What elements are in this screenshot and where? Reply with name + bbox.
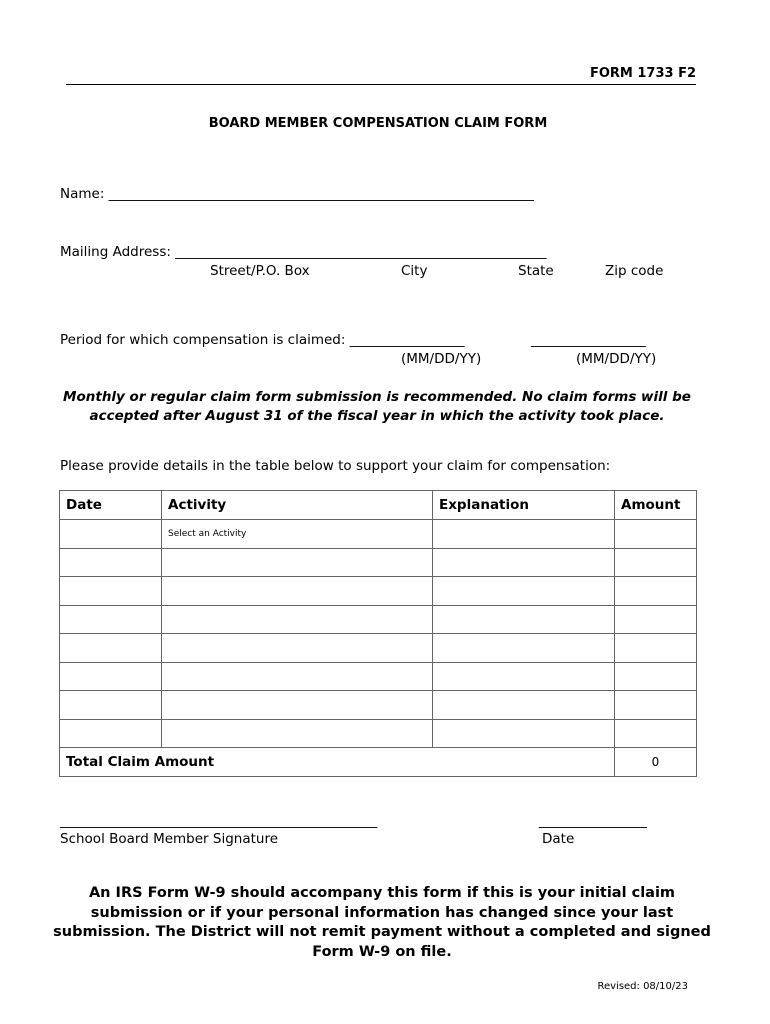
table-row [60, 719, 697, 748]
activity-select[interactable]: Select an Activity [162, 520, 433, 549]
header-activity: Activity [162, 491, 433, 520]
table-row [60, 548, 697, 577]
table-row [60, 691, 697, 720]
name-field[interactable]: Name: _______________________________________________________________ [60, 186, 534, 202]
date-cell[interactable] [60, 634, 162, 663]
activity-cell[interactable] [162, 577, 433, 606]
amount-cell[interactable] [615, 719, 697, 748]
activity-cell[interactable] [162, 662, 433, 691]
amount-cell[interactable] [615, 662, 697, 691]
table-row [60, 520, 697, 549]
explanation-cell[interactable] [433, 634, 615, 663]
header-rule [66, 84, 696, 85]
city-label: City [401, 263, 428, 279]
state-label: State [518, 263, 554, 279]
header-amount: Amount [615, 491, 697, 520]
form-number: FORM 1733 F2 [589, 66, 696, 81]
explanation-cell[interactable] [433, 662, 615, 691]
street-label: Street/P.O. Box [210, 263, 310, 279]
table-row [60, 634, 697, 663]
w9-notice: An IRS Form W-9 should accompany this form if this is your initial claim submission or if your personal information has changed since your last submission. The District will not remit payment without a completed and signed Form W-9 on file. [53, 885, 711, 960]
signature-line[interactable]: _______________________________________________ [60, 813, 378, 829]
table-header-row [60, 491, 697, 520]
zip-code-label: Zip code [605, 263, 664, 279]
date-cell[interactable] [60, 691, 162, 720]
amount-cell[interactable] [615, 577, 697, 606]
activity-cell[interactable] [162, 548, 433, 577]
activity-cell[interactable] [162, 605, 433, 634]
header-date: Date [60, 491, 162, 520]
header-explanation: Explanation [433, 491, 615, 520]
amount-cell[interactable] [615, 691, 697, 720]
explanation-cell[interactable] [433, 577, 615, 606]
claim-table [59, 490, 697, 777]
activity-cell[interactable] [162, 719, 433, 748]
amount-cell[interactable] [615, 520, 697, 549]
activity-cell[interactable] [162, 634, 433, 663]
period-to-field[interactable]: _________________ [531, 332, 646, 348]
period-from-field[interactable]: Period for which compensation is claimed: _________________ [60, 332, 465, 348]
date-cell[interactable] [60, 605, 162, 634]
total-claim-amount: 0 [615, 748, 697, 777]
date-cell[interactable] [60, 548, 162, 577]
date-cell[interactable] [60, 520, 162, 549]
table-row [60, 577, 697, 606]
table-row [60, 605, 697, 634]
date-cell[interactable] [60, 662, 162, 691]
date-label: Date [542, 831, 575, 847]
activity-cell[interactable] [162, 691, 433, 720]
submission-note: Monthly or regular claim form submission is recommended. No claim forms will be accepted after August 31 of the fiscal year in which the activity took place. [63, 389, 691, 424]
date-cell[interactable] [60, 577, 162, 606]
signature-label: School Board Member Signature [60, 831, 279, 847]
total-claim-label: Total Claim Amount [60, 748, 615, 777]
amount-cell[interactable] [615, 548, 697, 577]
date-cell[interactable] [60, 719, 162, 748]
amount-cell[interactable] [615, 634, 697, 663]
table-intro: Please provide details in the table below to support your claim for compensation: [60, 458, 611, 474]
form-title: BOARD MEMBER COMPENSATION CLAIM FORM [208, 116, 548, 131]
period-from-format: (MM/DD/YY) [401, 351, 482, 367]
table-row [60, 662, 697, 691]
total-row [60, 748, 697, 777]
signature-date-line[interactable]: ________________ [539, 813, 647, 829]
explanation-cell[interactable] [433, 719, 615, 748]
mailing-address-field[interactable]: Mailing Address: _______________________________________________________ [60, 244, 547, 260]
period-to-format: (MM/DD/YY) [576, 351, 657, 367]
amount-cell[interactable] [615, 605, 697, 634]
revised-date: Revised: 08/10/23 [597, 981, 688, 992]
explanation-cell[interactable] [433, 520, 615, 549]
explanation-cell[interactable] [433, 691, 615, 720]
explanation-cell[interactable] [433, 605, 615, 634]
explanation-cell[interactable] [433, 548, 615, 577]
